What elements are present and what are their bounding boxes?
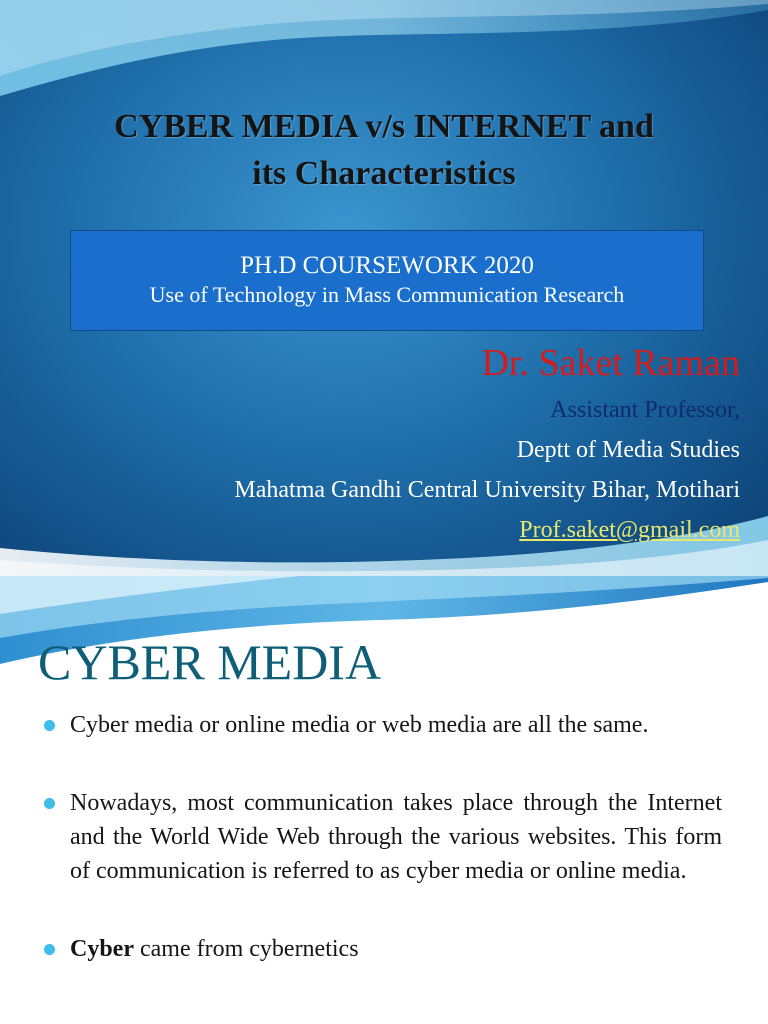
author-department: Deptt of Media Studies [516, 437, 740, 463]
list-item [44, 932, 722, 966]
bullet-bold-term: Cyber [70, 936, 134, 962]
list-item [44, 708, 722, 742]
title-line-2: its Characteristics [252, 155, 516, 192]
bullet-text: came from cybernetics [133, 936, 359, 962]
author-email-link[interactable]: Prof.saket@gmail.com [519, 517, 740, 543]
bullet-list [44, 708, 722, 1010]
slide-main-title [0, 103, 768, 197]
course-info-box [70, 230, 704, 331]
bullet-text: Nowadays, most communication takes place through the Internet and the World Wide Web through the various websites. This form of communication is referred to as cyber media or online media. [70, 790, 722, 884]
course-title: PH.D COURSEWORK 2020 [240, 252, 534, 279]
title-line-1: CYBER MEDIA v/s INTERNET and [114, 108, 654, 145]
bullet-dot-icon [44, 798, 55, 809]
bullet-text: Cyber media or online media or web media are all the same. [70, 712, 649, 738]
bullet-dot-icon [44, 720, 55, 731]
course-subtitle: Use of Technology in Mass Communication Research [149, 282, 625, 307]
list-item [44, 786, 722, 888]
slide-heading: CYBER MEDIA [38, 634, 382, 690]
author-block [234, 340, 740, 550]
slide-cyber-media [0, 576, 768, 1024]
author-name: Dr. Saket Raman [481, 342, 740, 384]
author-role: Assistant Professor, [550, 397, 740, 423]
bullet-dot-icon [44, 944, 55, 955]
author-university: Mahatma Gandhi Central University Bihar, Motihari [234, 477, 740, 503]
